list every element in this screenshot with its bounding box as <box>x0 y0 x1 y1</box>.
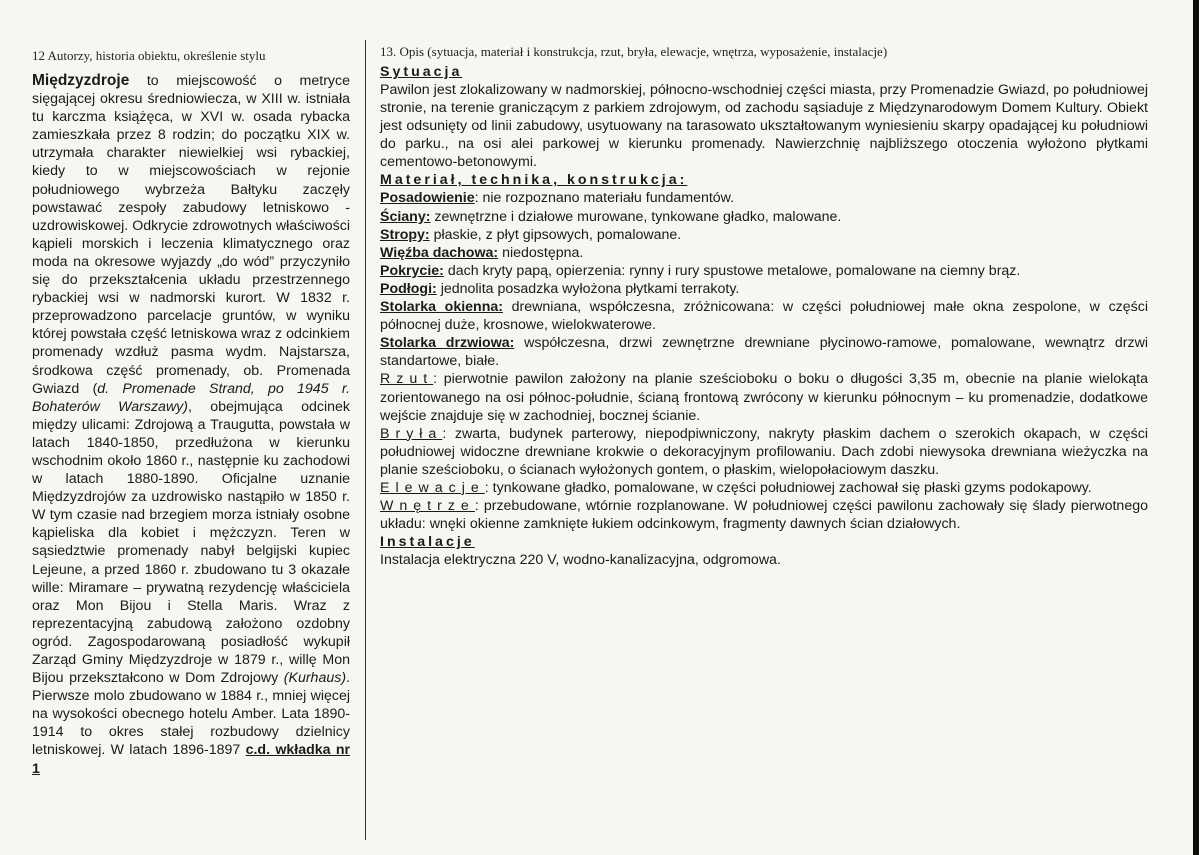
elewacje-text: : tynkowane gładko, pomalowane, w części południowej zachował się płaski gzyms podokapowy. <box>484 479 1092 496</box>
elewacje-label: Elewacje <box>380 479 485 496</box>
continued-note: c.d. wkładka nr 1 <box>32 742 351 777</box>
item-text: jednolita posadzka wyłożona płytkami terrakoty. <box>436 280 740 297</box>
history-italic-1: d. Promenade Strand, po 1945 r. Bohaterów Warszawy) <box>32 380 350 415</box>
bryla-label: Bryła <box>380 425 443 442</box>
item-label: Ściany: <box>380 208 431 225</box>
item-text: płaskie, z płyt gipsowych, pomalowane. <box>429 226 682 243</box>
item-sciany <box>380 208 1148 226</box>
item-text: zewnętrzne i działowe murowane, tynkowane gładko, malowane. <box>430 208 842 225</box>
item-label: Stolarka okienna: <box>380 299 503 316</box>
instalacje-text: Instalacja elektryczna 220 V, wodno-kanalizacyjna, odgromowa. <box>380 552 781 569</box>
history-text-1: to miejscowość o metryce sięgającej okresu średniowiecza, w XIII w. istniała tu karczma książęca, w XVI w. osada rybacka zamieszkała przez 8 rodzin; do początku XIX w. utrzymała charakter niewielkiej wsi rybackiej, kiedy to w miejscowościach w rejonie południowego wybrzeża Bałtyku zaczęły powstawać zespoły zabudowy letniskowo - uzdrowiskowej. Odkrycie zdrowotnych właściwości kąpieli morskich i leczenia klimatycznego oraz moda na okresowe wyjazdy „do wód” przyczyniło się do przekształcenia układu przestrzennego rybackiej wsi w nadmorski kurort. W 1832 r. przeprowadzono parcelacje gruntów, w wyniku której powstała część letniskowa wraz z odcinkiem promenady wzdłuż pasma wydm. Najstarsza, środkowa część promenady, ob. Promenada Gwiazd ( <box>32 73 350 397</box>
item-wiezba <box>380 244 1148 262</box>
place-name: Międzyzdroje <box>32 72 130 89</box>
material-title: Materiał, technika, konstrukcja: <box>380 172 688 189</box>
item-stolarka-drzwiowa <box>380 334 1148 370</box>
item-label: Pokrycie: <box>380 262 444 279</box>
elewacje-paragraph <box>380 479 1148 497</box>
wnetrze-paragraph <box>380 497 1148 533</box>
wnetrze-text: : przebudowane, wtórnie rozplanowane. W południowej części pawilonu zachowały się ślady pierwotnego układu: wnęki okienne zamknięte łukiem odcinkowym, fragmenty dawnych ścian działowych. <box>380 498 1148 533</box>
item-text: współczesna, drzwi zewnętrzne drewniane płycinowo-ramowe, pomalowane, wewnątrz drzwi standartowe, białe. <box>380 335 1148 370</box>
sytuacja-title: Sytuacja <box>380 64 463 80</box>
history-italic-2: (Kurhaus) <box>283 670 347 687</box>
wnetrze-label: Wnętrze <box>380 498 475 515</box>
column-divider <box>365 40 366 840</box>
left-column <box>32 48 350 778</box>
item-text: drewniana, współczesna, zróżnicowana: w części południowej małe okna zespolone, w części północnej duże, krosnowe, wielokwaterowe. <box>380 299 1148 334</box>
history-text-2: , obejmująca odcinek między ulicami: Zdrojową a Traugutta, powstała w latach 1840-1850, przedłużona w kierunku wschodnim około 1860 r., następnie ku zachodowi w latach 1880-1890. Oficjalne uznanie Międzyzdrojów za uzdrowisko nastąpiło w 1850 r. W tym czasie nad brzegiem morza istniały osobne kąpieliska dla kobiet i mężczyzn. Teren w sąsiedztwie promenady nabył belgijski kupiec Lejeune, a przed 1860 r. zbudowano tu 3 okazałe wille: Miramare – prywatną rezydencję właściciela oraz Mon Bijou i Stella Maris. Wraz z reprezentacyjną zabudową założono ozdobny ogród. Zagospodarowaną posiadłość wykupił Zarząd Gminy Międzyzdroje w 1879 r., willę Mon Bijou przekształcono w Dom Zdrojowy <box>32 398 350 687</box>
item-pokrycie <box>380 262 1148 280</box>
rzut-paragraph <box>380 370 1148 424</box>
bryla-paragraph <box>380 425 1148 479</box>
item-label: Podłogi: <box>380 280 437 297</box>
item-text: dach kryty papą, opierzenia: rynny i rury spustowe metalowe, pomalowane na ciemny brąz. <box>443 262 1021 279</box>
item-text: niedostępna. <box>498 244 584 261</box>
item-text: : nie rozpoznano materiału fundamentów. <box>474 190 735 207</box>
item-posadowienie <box>380 189 1148 207</box>
bryla-text: : zwarta, budynek parterowy, niepodpiwniczony, nakryty płaskim dachem o szerokich okapach, w części południowej widoczne drewniane krokwie o dekoracyjnym profilowaniu. Dach zdobi niewysoka drewniana wieżyczka na planie sześcioboku, o ścianach wyłożonych gontem, o płaskim, wielopołaciowym daszku. <box>380 425 1148 478</box>
sytuacja-text: Pawilon jest zlokalizowany w nadmorskiej, północno-wschodniej części miasta, przy Promenadzie Gwiazd, po południowej stronie, na terenie graniczącym z parkiem zdrojowym, od zachodu sąsiaduje z Międzynarodowym Domem Kultury. Obiekt jest odsunięty od linii zabudowy, usytuowany na tarasowato ukształtowanym wyniesieniu skarpy opadającej ku południowi do parku., na osi alei parkowej w kierunku promenady. Nawierzchnię najbliższego otoczenia wyłożono płytkami cementowo-betonowymi. <box>380 82 1148 171</box>
item-label: Stolarka drzwiowa: <box>380 335 515 352</box>
item-stropy <box>380 226 1148 244</box>
item-stolarka-okienna <box>380 298 1148 334</box>
item-label: Posadowienie <box>380 190 475 207</box>
history-text-3: . Pierwsze molo zbudowano w 1884 r., mniej więcej na wysokości obecnego hotelu Amber. Lata 1890-1914 to okres stałej rozbudowy dzielnicy letniskowej. W latach 1896-1897 <box>32 670 350 759</box>
rzut-text: : pierwotnie pawilon założony na planie sześcioboku o boku o długości 3,35 m, obecnie na planie wielokąta zorientowanego na osi północ-południe, ścianą frontową zwrócony w kierunku północnym – ku promenadzie, dodatkowe wejście znajduje się w zachodniej, bocznej ścianie. <box>380 371 1148 424</box>
item-podlogi <box>380 280 1148 298</box>
item-label: Stropy: <box>380 226 430 243</box>
right-column <box>380 44 1148 569</box>
instalacje-title: Instalacje <box>380 534 475 551</box>
section-13-heading: 13. Opis (sytuacja, materiał i konstrukcja, rzut, bryła, elewacje, wnętrza, wyposażenie, instalacje) <box>380 44 888 59</box>
scan-edge <box>1193 0 1199 855</box>
item-label: Więźba dachowa: <box>380 244 499 261</box>
rzut-label: Rzut <box>380 371 434 388</box>
section-12-heading: 12 Autorzy, historia obiektu, określenie stylu <box>32 48 266 63</box>
history-paragraph <box>32 72 350 778</box>
